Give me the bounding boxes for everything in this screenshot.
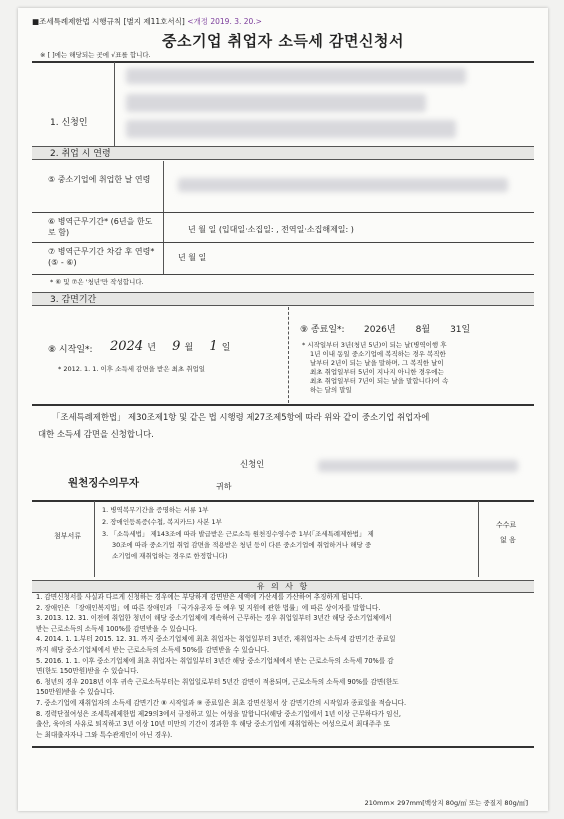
adjusted-age-label: ⑦ 병역근무기간 차감 후 연령*(⑤ - ⑥) [48, 247, 155, 267]
divider [478, 501, 479, 577]
redacted-signature [318, 460, 518, 472]
end-date-note-line: 최초 취업일부터 5년이 지나지 아니한 경우에는 [310, 368, 444, 376]
paper-spec: 210mm× 297mm[백상지 80g/㎡ 또는 중질지 80g/㎡] [364, 799, 528, 807]
check-note: ※ [ ]에는 해당되는 곳에 √표를 합니다. [40, 51, 151, 59]
note-line: 2. 장애인은 「장애인복지법」에 따른 장애인과 「국가유공자 등 예우 및 지원에 관한 법률」에 따른 상이자를 말합니다. [36, 603, 381, 612]
note-line: 면(한도 150만원)받을 수 있습니다. [36, 667, 139, 676]
applicant-section-label: 1. 신청인 [50, 118, 88, 128]
military-service-value: 년 월 일 (입대일·소집일: , 전역일·소집해제일: ) [188, 225, 354, 234]
adjusted-age-value: 년 월 일 [178, 253, 207, 262]
period-section-header: 3. 감면기간 [32, 292, 534, 306]
start-year-unit: 년 [147, 343, 156, 353]
note-line: 6. 청년의 경우 2018년 이후 귀속 근로소득부터는 취업일로부터 5년간 감면이 적용되며, 근로소득의 소득세 90%를 감면(한도 [36, 677, 399, 686]
note-line: 7. 중소기업에 재취업자의 소득세 감면기간 ⑧ 시작일과 ⑨ 종료일은 최초 감면신청서 상 감면기간의 시작일과 종료일을 적습니다. [36, 698, 407, 707]
attachment-item: 2. 장애인등록증(수첩, 복지카드) 사본 1부 [102, 518, 222, 526]
divider [32, 746, 534, 748]
notes-title: 유 의 사 항 [32, 580, 534, 593]
divider [163, 161, 164, 275]
attachment-item: 3. 「소득세법」 제143조에 따라 발급받은 근로소득 원천징수영수증 1부(「조세특례제한법」 제 [102, 530, 374, 538]
form-header [32, 16, 262, 27]
redacted-applicant-info [126, 94, 426, 112]
note-line: 받는 근로소득의 소득세 100%를 감면받을 수 있습니다. [36, 624, 197, 633]
start-date-label: ⑧ 시작일*: [48, 345, 93, 355]
divider [114, 62, 115, 146]
start-year: 2024 [110, 339, 144, 354]
end-date-note-line: * 시작일부터 3년(청년 5년)이 되는 날(병역이행 후 [302, 341, 447, 349]
fee-value: 없 음 [500, 536, 516, 544]
applicant-sign-label: 신청인 [240, 459, 265, 469]
recipient-suffix: 귀하 [216, 482, 232, 491]
note-line: 8. 경력단절여성은 조세특례제한법 제29의3에서 규정하고 있는 여성을 말합니다(해당 중소기업에서 1년 이상 근무하다가 임신, [36, 709, 401, 718]
amendment-date: <개정 2019. 3. 20.> [187, 17, 262, 26]
law-reference: ■조세특례제한법 시행규칙 [별지 제11호서식] [32, 17, 185, 26]
note-line: 3. 2013. 12. 31. 이전에 취업한 청년이 해당 중소기업체에 계속하여 근무하는 경우 취업일부터 3년간 해당 중소기업체에서 [36, 614, 392, 623]
end-date-note-line: 최초 취업일부터 7년이 되는 날을 말합니다)이 속 [310, 377, 449, 385]
form-title: 중소기업 취업자 소득세 감면신청서 [161, 32, 405, 50]
note-line: 까지 해당 중소기업체에서 받는 근로소득의 소득세 50%를 감면받을 수 있습니다. [36, 645, 270, 654]
attachment-item: 소기업에 재취업하는 경우로 한정합니다) [112, 552, 228, 560]
note-line: 4. 2014. 1. 1.부터 2015. 12. 31. 까지 중소기업체에 최초 취업자는 취업일부터 3년간, 재취업자는 소득세 감면기간 종료일 [36, 635, 396, 644]
end-date-note-line: 1년 이내 동일 중소기업에 복직하는 경우 복직한 [310, 350, 446, 358]
divider [32, 242, 534, 243]
note-line: 5. 2016. 1. 1. 이후 중소기업체에 최초 취업자는 취업일부터 3년간 해당 중소기업체에서 받는 근로소득의 소득세 70%를 감 [36, 656, 394, 665]
divider [94, 501, 95, 577]
note-line: 150만원)받을 수 있습니다. [36, 688, 115, 697]
attachment-item: 30조에 따라 중소기업 취업 감면을 적용받은 청년 등이 다른 중소기업에 취업하거나 해당 중 [112, 541, 372, 549]
redacted-age [178, 178, 508, 192]
redacted-applicant-info [126, 68, 466, 84]
military-service-label: ⑥ 병역근무기간* (6년을 한도로 함) [48, 217, 153, 237]
attachment-item: 1. 병역복무기간을 증명하는 서류 1부 [102, 506, 209, 514]
start-month: 9 [172, 339, 181, 354]
end-date-note-line: 날부터 2년이 되는 날을 말하며, 그 복직한 날이 [310, 359, 444, 367]
youth-footnote: * ⑥ 및 ⑦은 '청년'만 작성합니다. [50, 278, 144, 286]
statement-line: 「조세특례제한법」 제30조제1항 및 같은 법 시행령 제27조제5항에 따라 위와 같이 중소기업 취업자에 [52, 412, 430, 422]
age-section-header: 2. 취업 시 연령 [32, 146, 534, 160]
note-line: 1. 감면신청서를 사실과 다르게 신청하는 경우에는 부당하게 감면받은 세액에 가산세를 가산하여 추징하게 됩니다. [36, 593, 363, 601]
divider [32, 61, 534, 63]
divider [32, 274, 534, 275]
end-date-note-line: 하는 달의 말일 [310, 386, 352, 394]
divider [32, 212, 534, 213]
statement-line: 대한 소득세 감면을 신청합니다. [38, 429, 154, 439]
start-day-unit: 일 [221, 343, 231, 353]
fee-label: 수수료 [496, 521, 517, 529]
end-date-value: 2026년 8월 31일 [364, 325, 471, 335]
form-page [18, 8, 548, 811]
recipient-name: 원천징수의무자 [68, 477, 140, 489]
divider [288, 307, 289, 403]
attachments-label: 첨부서류 [54, 532, 82, 540]
start-day: 1 [209, 339, 218, 354]
note-line: 는 최대출자자나 그와 특수관계인이 아닌 경우). [36, 730, 173, 739]
start-month-unit: 월 [184, 343, 194, 353]
notes-list [36, 592, 528, 740]
start-date-note: * 2012. 1. 1. 이후 소득세 감면을 받은 최초 취업일 [58, 365, 206, 373]
note-line: 출산, 육아의 사유로 퇴직하고 3년 이상 10년 미만의 기간이 경과한 후 해당 중소기업에 재취업하는 여성으로서 최대주주 또 [36, 720, 390, 729]
end-date-label: ⑨ 종료일*: [300, 325, 345, 335]
divider [32, 404, 534, 406]
divider [32, 500, 534, 502]
age-at-hire-label: ⑤ 중소기업에 취업한 날 연령 [48, 175, 151, 184]
redacted-applicant-info [126, 120, 456, 138]
start-date-value [110, 341, 230, 354]
